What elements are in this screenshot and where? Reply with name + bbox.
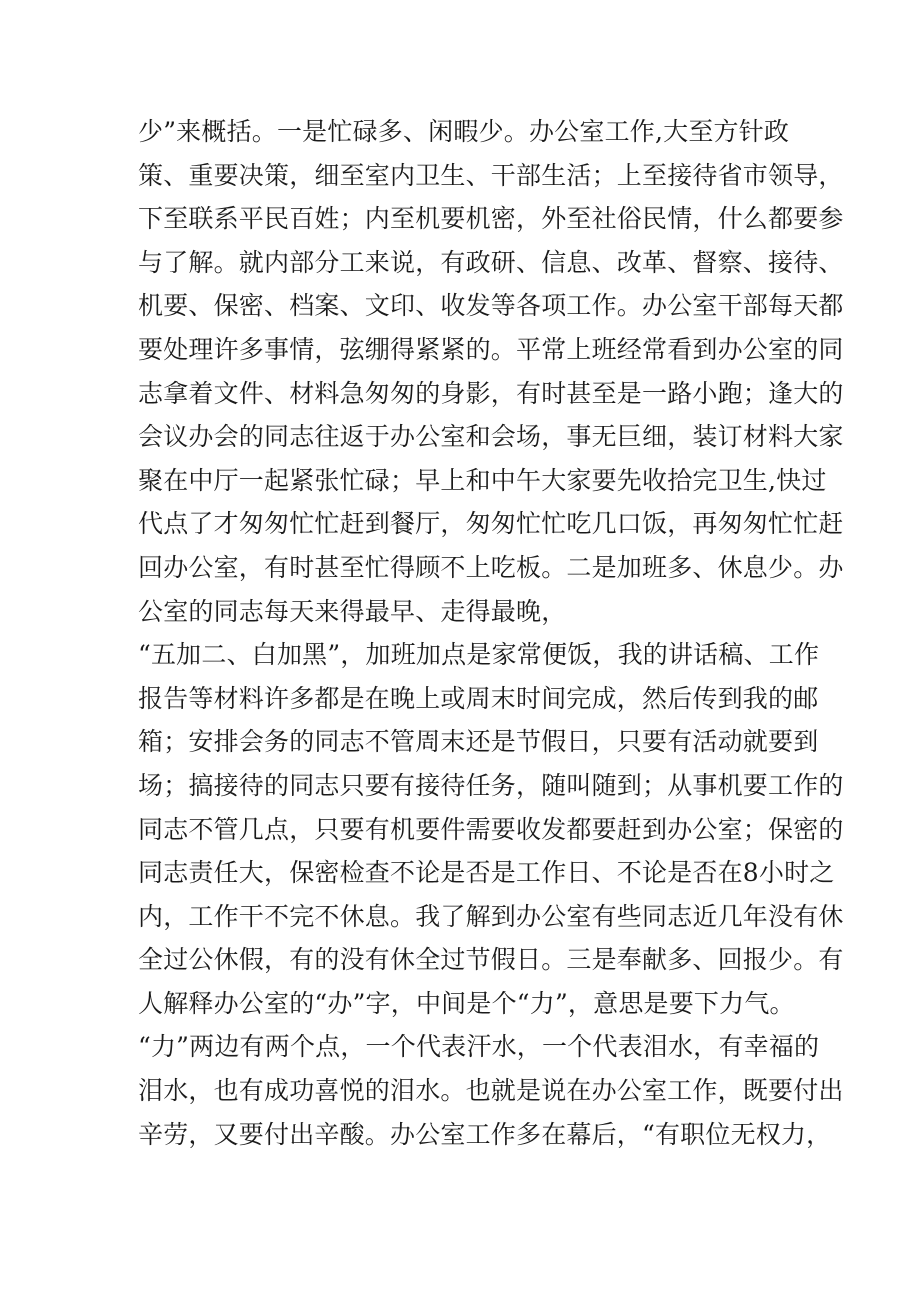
text-line: 箱；安排会务的同志不管周末还是节假日，只要有活动就要到: [138, 727, 819, 757]
text-line: “力”两边有两个点，一个代表汗水，一个代表泪水，有幸福的: [138, 1032, 820, 1062]
text-line: “五加二、白加黑”，加班加点是家常便饭，我的讲话稿、工作: [138, 640, 820, 670]
text-line: 志拿着文件、材料急匆匆的身影，有时甚至是一路小跑；逢大的: [138, 378, 844, 408]
text-line: 下至联系平民百姓；内至机要机密，外至社俗民情，什么都要参: [138, 204, 844, 234]
text-line: 人解释办公室的“办”字，中间是个“力”，意思是要下力气。: [138, 988, 795, 1018]
text-line: 要处理许多事情，弦绷得紧紧的。平常上班经常看到办公室的同: [138, 334, 844, 364]
text-line: 同志责任大，保密检查不论是否是工作日、不论是否在8小时之: [138, 858, 835, 888]
text-line: 公室的同志每天来得最早、走得最晚，: [138, 596, 567, 626]
text-line: 机要、保密、档案、文印、收发等各项工作。办公室干部每天都: [138, 291, 844, 321]
text-line: 报告等材料许多都是在晚上或周末时间完成，然后传到我的邮: [138, 683, 819, 713]
text-line: 内，工作干不完不休息。我了解到办公室有些同志近几年没有休: [138, 901, 844, 931]
text-line: 少”来概括。一是忙碌多、闲暇少。办公室工作,大至方针政: [138, 117, 790, 146]
text-line: 回办公室，有时甚至忙得顾不上吃板。二是加班多、休息少。办: [138, 552, 844, 582]
text-line: 场；搞接待的同志只要有接待任务，随叫随到；从事机要工作的: [138, 770, 844, 800]
text-line: 策、重要决策，细至室内卫生、干部生活；上至接待省市领导，: [138, 160, 844, 190]
text-line: 聚在中厅一起紧张忙碌；早上和中午大家要先收拾完卫生,快过: [138, 465, 827, 495]
text-line: 代点了才匆匆忙忙赶到餐厅，匆匆忙忙吃几口饭，再匆匆忙忙赶: [138, 509, 844, 539]
text-line: 全过公休假，有的没有休全过节假日。三是奉献多、回报少。有: [138, 945, 844, 975]
body-text: [138, 110, 844, 1156]
text-line: 与了解。就内部分工来说，有政研、信息、改革、督察、接待、: [138, 247, 844, 277]
text-line: 泪水，也有成功喜悦的泪水。也就是说在办公室工作，既要付出: [138, 1076, 844, 1106]
text-line: 同志不管几点，只要有机要件需要收发都要赶到办公室；保密的: [138, 814, 844, 844]
text-line: 会议办会的同志往返于办公室和会场，事无巨细，装订材料大家: [138, 422, 844, 452]
text-line: 辛劳，又要付出辛酸。办公室工作多在幕后，“有职位无权力，: [138, 1119, 832, 1149]
